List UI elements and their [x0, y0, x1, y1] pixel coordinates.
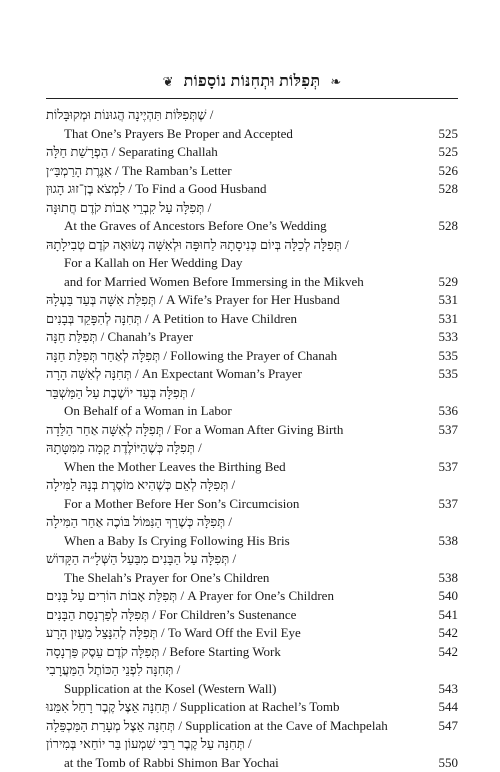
- toc-hebrew-title: תְּפִלָּה כְּשֶׁהַיּוֹלֶדֶת קָמָה מִמִּטָּתָהּ: [46, 440, 195, 455]
- toc-page-number: 525: [428, 143, 458, 162]
- section-header: [46, 68, 458, 96]
- toc-english-title: A Petition to Have Children: [152, 311, 297, 326]
- toc-english-title: Supplication at Rachel’s Tomb: [180, 699, 340, 714]
- toc-hebrew-title: תְּפִלָּה לְפַרְנָסַת הַבָּנִים: [46, 607, 149, 622]
- toc-entry[interactable]: תְּפִלָּה לְאַחַר תְּפִלַּת חַנָּה / Following the Prayer of Chanah 535: [46, 347, 458, 366]
- toc-english-title: To Ward Off the Evil Eye: [168, 625, 301, 640]
- toc-page-number: 543: [428, 680, 458, 699]
- toc-hebrew-title: תְּפִלָּה לְהִנָּצֵל מֵעַיִן הָרָע: [46, 625, 158, 640]
- toc-entry[interactable]: הַפְרָשַׁת חַלָּה / Separating Challah 525: [46, 143, 458, 162]
- toc-entry[interactable]: תְּפִלָּה לְהִנָּצֵל מֵעַיִן הָרָע / To Ward Off the Evil Eye 542: [46, 624, 458, 643]
- section-title: תְּפִלּוֹת וּתְחִנּוֹת נוֹסָפוֹת: [184, 68, 321, 96]
- toc-english-title: On Behalf of a Woman in Labor: [64, 403, 232, 418]
- toc-page-number: 531: [428, 310, 458, 329]
- toc-english-title: at the Tomb of Rabbi Shimon Bar Yochai: [64, 755, 279, 770]
- toc-hebrew-title: תְּפִלָּה קֹדֶם עֵסֶק פַּרְנָסָה: [46, 644, 159, 659]
- toc-hebrew-title: תְּחִנָּה עַל קֶבֶר רַבִּי שִׁמְעוֹן בַּר יוֹחַאי בְּמִירוֹן: [46, 736, 245, 751]
- toc-english-title: At the Graves of Ancestors Before One’s Wedding: [64, 218, 327, 233]
- toc-entry[interactable]: תְּחִנָּה לְהִפָּקֵד בְּבָנִים / A Petition to Have Children 531: [46, 310, 458, 329]
- toc-entry[interactable]: תְּחִנָּה לִפְנֵי הַכּוֹתֶל הַמַּעֲרָבִי / Supplication at the Kosel (Western Wall) 543: [46, 661, 458, 698]
- toc-page-number: 535: [428, 365, 458, 384]
- toc-page-number: 537: [428, 458, 458, 477]
- toc-english-title: and for Married Women Before Immersing in the Mikveh: [64, 274, 364, 289]
- toc-english-title: The Ramban’s Letter: [122, 163, 232, 178]
- toc-hebrew-title: תְּפִלָּה לְאֵם כְּשֶׁהִיא מוֹסֶרֶת בְּנָהּ לַמִּילָה: [46, 477, 228, 492]
- toc-english-title: Chanah’s Prayer: [108, 329, 194, 344]
- toc-page-number: 531: [428, 291, 458, 310]
- toc-entry[interactable]: תְּפִלַּת אִשָּׁה בְּעַד בַּעְלָהּ / A Wife’s Prayer for Her Husband 531: [46, 291, 458, 310]
- header-rule: [46, 98, 458, 99]
- toc-entry[interactable]: תְּפִלָּה לְאֵם כְּשֶׁהִיא מוֹסֶרֶת בְּנָהּ לַמִּילָה / For a Mother Before Her Son’s Circumcision 537: [46, 476, 458, 513]
- toc-entry[interactable]: תְּפִלָּה לְפַרְנָסַת הַבָּנִים / For Children’s Sustenance 541: [46, 606, 458, 625]
- toc-page-number: 535: [428, 347, 458, 366]
- toc-english-title: That One’s Prayers Be Proper and Accepted: [64, 126, 293, 141]
- toc-hebrew-title: תְּפִלָּה עַל קִבְרֵי אָבוֹת קֹדֶם חֲתוּנָּה: [46, 200, 204, 215]
- toc-english-title: For a Mother Before Her Son’s Circumcision: [64, 496, 299, 511]
- table-of-contents: [46, 106, 458, 772]
- toc-entry[interactable]: תְּפִלָּה עַל הַבָּנִים מִבַּעַל הַשְּׁלָ״ה הַקָּדוֹשׁ / The Shelah’s Prayer for One’s Children 538: [46, 550, 458, 587]
- toc-hebrew-title: הַפְרָשַׁת חַלָּה: [46, 144, 108, 159]
- toc-english-title: For Children’s Sustenance: [159, 607, 296, 622]
- toc-page-number: 542: [428, 643, 458, 662]
- toc-entry[interactable]: תְּפִלַּת אָבוֹת הוֹרִים עַל בָּנִים / A Prayer for One’s Children 540: [46, 587, 458, 606]
- toc-english-title: For a Kallah on Her Wedding Day: [64, 255, 243, 270]
- toc-page-number: 525: [428, 125, 458, 144]
- toc-hebrew-title: תְּפִלָּה לְאִשָּׁה אַחַר הַלֵּדָה: [46, 422, 164, 437]
- toc-entry[interactable]: תְּפִלָּה לְאִשָּׁה אַחַר הַלֵּדָה / For a Woman After Giving Birth 537: [46, 421, 458, 440]
- toc-entry[interactable]: תְּחִנָּה עַל קֶבֶר רַבִּי שִׁמְעוֹן בַּר יוֹחַאי בְּמִירוֹן / at the Tomb of Rabbi Shimon Bar Yochai 550: [46, 735, 458, 772]
- toc-english-title: Supplication at the Cave of Machpelah: [185, 718, 388, 733]
- toc-hebrew-title: תְּפִלָּה עַל הַבָּנִים מִבַּעַל הַשְּׁלָ״ה הַקָּדוֹשׁ: [46, 551, 229, 566]
- ornament-left-icon: ❦: [163, 68, 174, 96]
- toc-entry[interactable]: תְּפִלָּה לְכַלָּה בְּיוֹם כְּנִיסָתָהּ לַחוּפָּה וּלְאִשָּׁה נְשׂוּאָה קֹדֶם טְבִילָתָהּ / For a Kallah on Her Wedding Day and for Married Women Before Immersing in the Mikveh 529: [46, 236, 458, 292]
- toc-english-title: For a Woman After Giving Birth: [174, 422, 344, 437]
- toc-page-number: 526: [428, 162, 458, 181]
- toc-page-number: 540: [428, 587, 458, 606]
- toc-page-number: 528: [428, 217, 458, 236]
- toc-entry[interactable]: תְּחִנָּה אֵצֶל מְעָרַת הַמַּכְפֵּלָה / Supplication at the Cave of Machpelah 547: [46, 717, 458, 736]
- toc-page-number: 537: [428, 421, 458, 440]
- toc-page-number: 538: [428, 569, 458, 588]
- toc-hebrew-title: שֶׁתְּפִלּוֹת תִּהְיֶינָה הֲגוּנוֹת וּמְקוּבָּלוֹת: [46, 107, 206, 122]
- toc-hebrew-title: תְּפִלָּה לְכַלָּה בְּיוֹם כְּנִיסָתָהּ לַחוּפָּה וּלְאִשָּׁה נְשׂוּאָה קֹדֶם טְבִילָתָהּ: [46, 237, 342, 252]
- toc-english-title: To Find a Good Husband: [135, 181, 266, 196]
- toc-entry[interactable]: תְּפִלַּת חַנָּה / Chanah’s Prayer 533: [46, 328, 458, 347]
- toc-entry[interactable]: לִמְצֹא בֶן־זוּג הָגוּן / To Find a Good Husband 528: [46, 180, 458, 199]
- toc-hebrew-title: תְּפִלַּת חַנָּה: [46, 329, 97, 344]
- toc-page-number: 537: [428, 495, 458, 514]
- toc-page-number: 542: [428, 624, 458, 643]
- toc-english-title: The Shelah’s Prayer for One’s Children: [64, 570, 269, 585]
- toc-page-number: 544: [428, 698, 458, 717]
- toc-hebrew-title: אִגֶּרֶת הָרַמְבַּ״ן: [46, 163, 112, 178]
- toc-entry[interactable]: תְּפִלָּה כְּשֶׁרַךְ הַנִּמּוֹל בּוֹכֶה אַחַר הַמִּילָה / When a Baby Is Crying Following His Bris 538: [46, 513, 458, 550]
- toc-page-number: 547: [428, 717, 458, 736]
- toc-entry[interactable]: תְּחִנָּה אֵצֶל קֶבֶר רָחֵל אִמֵּנוּ / Supplication at Rachel’s Tomb 544: [46, 698, 458, 717]
- toc-english-title: Separating Challah: [118, 144, 217, 159]
- toc-entry[interactable]: תְּפִלָּה בְּעַד יוֹשֶׁבֶת עַל הַמַּשְׁבֵּר / On Behalf of a Woman in Labor 536: [46, 384, 458, 421]
- toc-hebrew-title: תְּפִלָּה כְּשֶׁרַךְ הַנִּמּוֹל בּוֹכֶה אַחַר הַמִּילָה: [46, 514, 225, 529]
- toc-english-title: When a Baby Is Crying Following His Bris: [64, 533, 290, 548]
- toc-english-title: Before Starting Work: [170, 644, 281, 659]
- toc-english-title: A Prayer for One’s Children: [187, 588, 334, 603]
- toc-hebrew-title: תְּחִנָּה לְהִפָּקֵד בְּבָנִים: [46, 311, 142, 326]
- toc-entry[interactable]: תְּפִלָּה עַל קִבְרֵי אָבוֹת קֹדֶם חֲתוּנָּה / At the Graves of Ancestors Before One’s Wedding 528: [46, 199, 458, 236]
- toc-hebrew-title: תְּפִלַּת אִשָּׁה בְּעַד בַּעְלָהּ: [46, 292, 156, 307]
- toc-hebrew-title: תְּפִלַּת אָבוֹת הוֹרִים עַל בָּנִים: [46, 588, 177, 603]
- toc-entry[interactable]: תְּחִנָּה לְאִשָּׁה הָרָה / An Expectant Woman’s Prayer 535: [46, 365, 458, 384]
- toc-hebrew-title: תְּחִנָּה אֵצֶל קֶבֶר רָחֵל אִמֵּנוּ: [46, 699, 170, 714]
- toc-hebrew-title: תְּחִנָּה לְאִשָּׁה הָרָה: [46, 366, 132, 381]
- toc-english-title: A Wife’s Prayer for Her Husband: [166, 292, 340, 307]
- toc-page-number: 529: [428, 273, 458, 292]
- toc-english-title: Supplication at the Kosel (Western Wall): [64, 681, 276, 696]
- toc-hebrew-title: תְּחִנָּה אֵצֶל מְעָרַת הַמַּכְפֵּלָה: [46, 718, 175, 733]
- toc-hebrew-title: תְּפִלָּה לְאַחַר תְּפִלַּת חַנָּה: [46, 348, 160, 363]
- toc-entry[interactable]: אִגֶּרֶת הָרַמְבַּ״ן / The Ramban’s Letter 526: [46, 162, 458, 181]
- toc-page-number: 528: [428, 180, 458, 199]
- toc-page-number: 541: [428, 606, 458, 625]
- toc-hebrew-title: תְּחִנָּה לִפְנֵי הַכּוֹתֶל הַמַּעֲרָבִי: [46, 662, 173, 677]
- toc-page-number: 536: [428, 402, 458, 421]
- toc-entry[interactable]: תְּפִלָּה קֹדֶם עֵסֶק פַּרְנָסָה / Before Starting Work 542: [46, 643, 458, 662]
- toc-hebrew-title: לִמְצֹא בֶן־זוּג הָגוּן: [46, 181, 125, 196]
- toc-page-number: 538: [428, 532, 458, 551]
- toc-english-title: An Expectant Woman’s Prayer: [142, 366, 302, 381]
- ornament-right-icon: ❧: [330, 68, 341, 96]
- toc-entry[interactable]: תְּפִלָּה כְּשֶׁהַיּוֹלֶדֶת קָמָה מִמִּטָּתָהּ / When the Mother Leaves the Birthing Bed 537: [46, 439, 458, 476]
- toc-page-number: 550: [428, 754, 458, 772]
- toc-english-title: Following the Prayer of Chanah: [170, 348, 337, 363]
- toc-page-number: 533: [428, 328, 458, 347]
- toc-entry[interactable]: שֶׁתְּפִלּוֹת תִּהְיֶינָה הֲגוּנוֹת וּמְקוּבָּלוֹת / That One’s Prayers Be Proper and Accepted 525: [46, 106, 458, 143]
- toc-english-title: When the Mother Leaves the Birthing Bed: [64, 459, 286, 474]
- toc-hebrew-title: תְּפִלָּה בְּעַד יוֹשֶׁבֶת עַל הַמַּשְׁבֵּר: [46, 385, 188, 400]
